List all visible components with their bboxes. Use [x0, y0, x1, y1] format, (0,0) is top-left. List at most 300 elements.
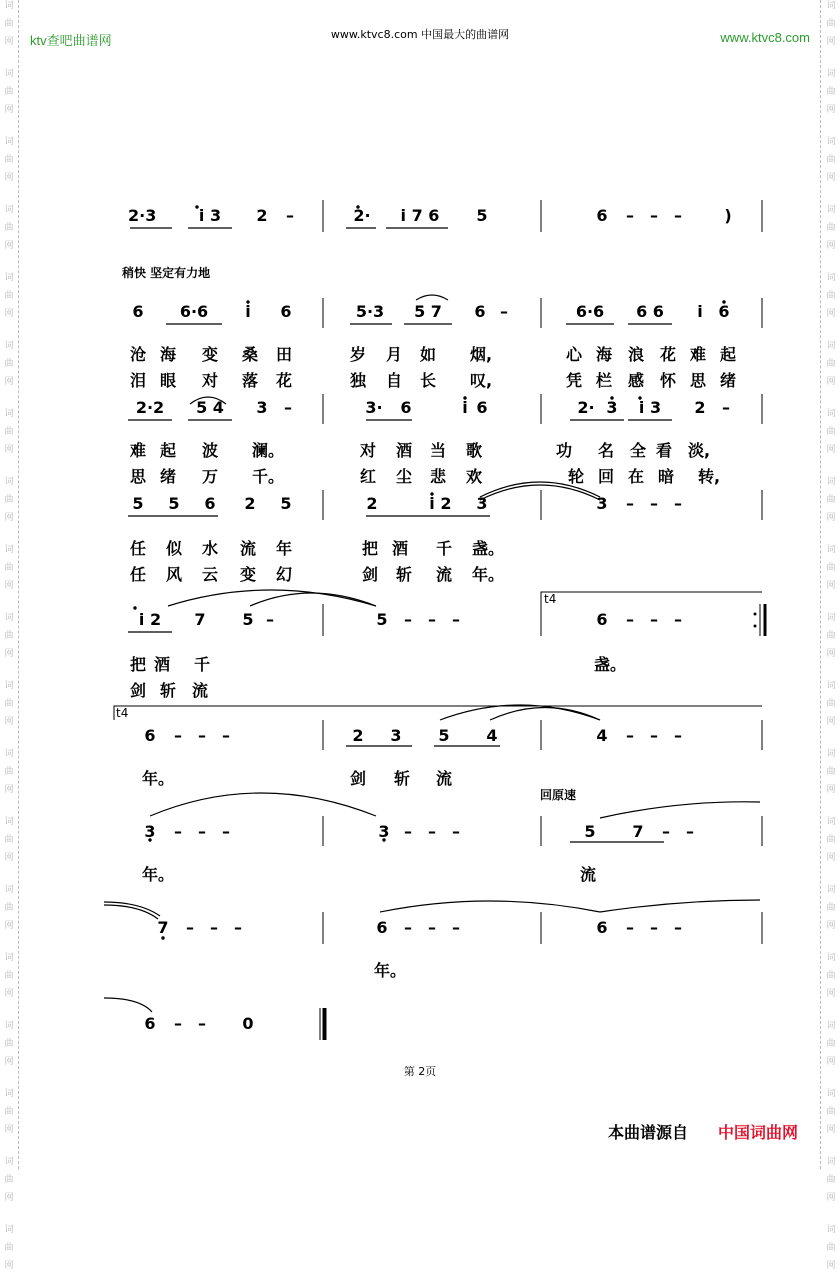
watermark-char: 词: [4, 1157, 14, 1167]
note: i: [697, 302, 703, 321]
watermark-char: 曲: [4, 1107, 14, 1117]
watermark-char: 网: [4, 1261, 14, 1271]
lyric: 悲: [430, 467, 447, 486]
watermark-char: 曲: [826, 1107, 836, 1117]
watermark-char: 曲: [826, 563, 836, 573]
lyric: 感: [628, 371, 645, 390]
note: –: [686, 822, 694, 841]
watermark-char: 曲: [826, 767, 836, 777]
watermark-char: 词: [4, 545, 14, 555]
lyric: 千。: [252, 467, 285, 486]
lyric: 流: [192, 681, 209, 700]
watermark-char: 曲: [4, 155, 14, 165]
note: 7: [157, 918, 169, 937]
lyric: 对: [202, 371, 219, 390]
watermark-char: 词: [826, 749, 836, 759]
lyric: 凭: [566, 371, 583, 390]
lyric: 流: [240, 539, 257, 558]
note: 6: [596, 206, 608, 225]
lyric: 剑: [362, 565, 379, 584]
lyric: 桑: [242, 345, 259, 364]
lyric: 万: [202, 467, 219, 486]
watermark-char: 网: [826, 717, 836, 727]
watermark-char: 词: [826, 273, 836, 283]
lyric: 沧: [130, 345, 147, 364]
lyric: 绪: [720, 371, 737, 390]
lyric: 把: [362, 539, 379, 558]
watermark-char: 曲: [4, 291, 14, 301]
note: 6: [476, 398, 488, 417]
watermark-char: 词: [4, 69, 14, 79]
note: –: [210, 918, 218, 937]
note: 5: [376, 610, 388, 629]
watermark-char: 网: [826, 1193, 836, 1203]
lyric: 起: [720, 345, 737, 364]
lyric: 斩: [396, 565, 413, 584]
watermark-char: 曲: [4, 631, 14, 641]
watermark-char: 词: [4, 205, 14, 215]
watermark-char: 词: [826, 409, 836, 419]
lyric: 浪: [628, 345, 645, 364]
lyric: 看: [656, 441, 673, 460]
watermark-char: 网: [826, 513, 836, 523]
watermark-char: 网: [826, 921, 836, 931]
watermark-char: 曲: [826, 19, 836, 29]
note: 6: [132, 302, 144, 321]
note: –: [428, 822, 436, 841]
note: –: [674, 494, 682, 513]
watermark-char: 网: [826, 1125, 836, 1135]
watermark-char: 网: [4, 241, 14, 251]
lyric: 似: [166, 539, 183, 558]
lyric: 名: [598, 441, 615, 460]
watermark-char: 网: [4, 1057, 14, 1067]
lyric: 独: [350, 371, 367, 390]
lyric: 花: [276, 371, 293, 390]
note: 3·: [365, 398, 383, 417]
watermark-char: 词: [826, 1089, 836, 1099]
note: i 7 6: [400, 206, 440, 225]
note: –: [404, 610, 412, 629]
lyric: 花: [660, 345, 677, 364]
watermark-char: 曲: [826, 971, 836, 981]
watermark-char: 网: [826, 445, 836, 455]
note: 6: [144, 726, 156, 745]
note: 6: [204, 494, 216, 513]
watermark-char: 网: [4, 37, 14, 47]
source-label: 本曲谱源自: [608, 1123, 689, 1142]
lyric: 斩: [394, 769, 411, 788]
lyric: 功: [556, 441, 573, 460]
watermark-char: 曲: [826, 155, 836, 165]
note: 6: [718, 302, 730, 321]
watermark-char: 曲: [4, 223, 14, 233]
note: 6 6: [636, 302, 664, 321]
note: –: [174, 726, 182, 745]
watermark-char: 词: [4, 1021, 14, 1031]
lyric: 绪: [160, 467, 177, 486]
watermark-char: 词: [4, 681, 14, 691]
lyric: 流: [436, 769, 453, 788]
lyric: 盏。: [594, 655, 627, 674]
lyric: 风: [166, 565, 183, 584]
lyric: 红: [360, 467, 377, 486]
lyric: 歌: [466, 441, 483, 460]
watermark-char: 网: [826, 1057, 836, 1067]
note: –: [428, 610, 436, 629]
note: –: [234, 918, 242, 937]
tempo-mark: 稍快 坚定有力地: [122, 266, 211, 280]
lyric: 转,: [698, 467, 721, 486]
note: i: [429, 494, 435, 513]
note: i 3: [198, 206, 222, 225]
watermark-char: 词: [826, 137, 836, 147]
lyric: 酒: [392, 539, 409, 558]
watermark-char: 网: [4, 785, 14, 795]
lyric: 难: [130, 441, 147, 460]
note: –: [452, 918, 460, 937]
watermark-char: 词: [4, 817, 14, 827]
note: –: [650, 918, 658, 937]
lyric: 如: [420, 345, 437, 364]
watermark-char: 词: [826, 477, 836, 487]
note: 7: [194, 610, 206, 629]
watermark-char: 曲: [4, 903, 14, 913]
note: –: [674, 206, 682, 225]
note: 4: [596, 726, 608, 745]
watermark-char: 词: [4, 953, 14, 963]
watermark-char: 网: [826, 785, 836, 795]
lyric: 田: [276, 345, 293, 364]
watermark-char: 网: [826, 37, 836, 47]
note: 4: [486, 726, 498, 745]
watermark-char: 网: [4, 989, 14, 999]
watermark-char: 网: [826, 853, 836, 863]
watermark-char: 曲: [4, 699, 14, 709]
note: –: [404, 918, 412, 937]
watermark-char: 曲: [826, 427, 836, 437]
lyric: 难: [690, 345, 707, 364]
lyric: 海: [596, 345, 613, 364]
note: 5: [438, 726, 450, 745]
lyric: 流: [580, 865, 597, 884]
lyric: 回: [598, 467, 615, 486]
note: –: [198, 822, 206, 841]
note: 3: [606, 398, 618, 417]
watermark-char: 曲: [826, 223, 836, 233]
lyric: 泪: [130, 371, 147, 390]
note: 5: [280, 494, 292, 513]
lyric: 欢: [466, 467, 483, 486]
note: –: [650, 726, 658, 745]
lyric: 斩: [160, 681, 177, 700]
watermark-char: 词: [826, 341, 836, 351]
watermark-char: 网: [4, 105, 14, 115]
note: 2·2: [135, 398, 165, 417]
lyric: 盏。: [472, 539, 505, 558]
note: 6·6: [575, 302, 605, 321]
note: –: [626, 494, 634, 513]
page-number: 第 2页: [403, 1065, 437, 1078]
watermark-char: 词: [826, 613, 836, 623]
watermark-char: 曲: [4, 835, 14, 845]
watermark-char: 词: [826, 1225, 836, 1235]
lyric: 心: [566, 345, 583, 364]
watermark-char: 曲: [4, 87, 14, 97]
note: 2: [244, 494, 256, 513]
lyric: 怀: [660, 371, 677, 390]
watermark-char: 词: [4, 749, 14, 759]
note: –: [186, 918, 194, 937]
volta-label: t4: [116, 706, 129, 720]
watermark-char: 网: [4, 309, 14, 319]
note: 2: [352, 726, 364, 745]
watermark-char: 词: [4, 1225, 14, 1235]
note: –: [198, 1014, 206, 1033]
watermark-char: 词: [4, 341, 14, 351]
lyric: 年。: [142, 769, 175, 788]
lyric: 思: [690, 371, 707, 390]
watermark-char: 词: [4, 477, 14, 487]
note: 3: [144, 822, 156, 841]
note: 3: [256, 398, 268, 417]
note: –: [650, 494, 658, 513]
watermark-char: 网: [826, 241, 836, 251]
watermark-char: 曲: [826, 495, 836, 505]
header-center-title: www.ktvc8.com 中国最大的曲谱网: [330, 28, 510, 41]
watermark-char: 网: [4, 1193, 14, 1203]
watermark-char: 曲: [4, 563, 14, 573]
watermark-char: 词: [826, 1021, 836, 1031]
lyric: 月: [386, 345, 403, 364]
note: 5: [242, 610, 254, 629]
note: 2: [256, 206, 268, 225]
watermark-char: 曲: [4, 1039, 14, 1049]
watermark-char: 网: [4, 581, 14, 591]
watermark-char: 词: [826, 1157, 836, 1167]
note: –: [198, 726, 206, 745]
note: –: [428, 918, 436, 937]
note: 5: [476, 206, 488, 225]
note: –: [650, 610, 658, 629]
note: 7: [632, 822, 644, 841]
note: i 2: [138, 610, 162, 629]
note: 6: [596, 610, 608, 629]
watermark-char: 曲: [4, 971, 14, 981]
watermark-char: 曲: [4, 1175, 14, 1185]
lyric: 起: [160, 441, 177, 460]
note: –: [626, 726, 634, 745]
note: –: [674, 726, 682, 745]
lyric: 叹,: [470, 371, 493, 390]
watermark-char: 曲: [826, 1175, 836, 1185]
watermark-char: 网: [826, 649, 836, 659]
watermark-char: 网: [4, 853, 14, 863]
note: 5: [168, 494, 180, 513]
note: –: [626, 610, 634, 629]
note: 3: [378, 822, 390, 841]
note: 3: [596, 494, 608, 513]
watermark-char: 网: [4, 921, 14, 931]
lyric: 任: [130, 539, 147, 558]
watermark-char: 网: [826, 989, 836, 999]
watermark-char: 词: [4, 409, 14, 419]
watermark-char: 曲: [4, 359, 14, 369]
note: –: [222, 726, 230, 745]
note: –: [626, 918, 634, 937]
watermark-char: 词: [4, 885, 14, 895]
watermark-char: 网: [4, 717, 14, 727]
lyric: 千: [436, 539, 453, 558]
note: 2·: [353, 206, 371, 225]
note: 5: [584, 822, 596, 841]
watermark-char: 词: [826, 1, 836, 11]
note: 5·3: [355, 302, 385, 321]
note: i: [462, 398, 468, 417]
lyric: 尘: [396, 467, 413, 486]
lyric: 在: [628, 467, 645, 486]
watermark-char: 曲: [4, 767, 14, 777]
note: 2: [440, 494, 452, 513]
lyric: 酒: [396, 441, 413, 460]
note: –: [284, 398, 292, 417]
watermark-char: 曲: [826, 291, 836, 301]
note: –: [674, 918, 682, 937]
note: –: [452, 610, 460, 629]
lyric: 云: [202, 565, 219, 584]
watermark-char: 曲: [826, 359, 836, 369]
note: 3: [390, 726, 402, 745]
header-right-site[interactable]: www.ktvc8.com: [720, 30, 810, 45]
watermark-char: 曲: [4, 495, 14, 505]
lyric: 思: [130, 467, 147, 486]
note: 2: [694, 398, 706, 417]
lyric: 轮: [568, 467, 585, 486]
lyric: 幻: [276, 565, 293, 584]
source-site-link[interactable]: 中国词曲网: [718, 1123, 799, 1142]
watermark-char: 网: [4, 1125, 14, 1135]
note: 6: [280, 302, 292, 321]
watermark-char: 网: [4, 173, 14, 183]
volta-label: t4: [544, 592, 557, 606]
lyric: 波: [202, 441, 219, 460]
note: 6: [400, 398, 412, 417]
note: –: [722, 398, 730, 417]
note: –: [404, 822, 412, 841]
lyric: 变: [240, 565, 257, 584]
watermark-char: 词: [826, 953, 836, 963]
note: –: [500, 302, 508, 321]
note: 6·6: [179, 302, 209, 321]
watermark-char: 词: [4, 137, 14, 147]
lyric: 剑: [130, 681, 147, 700]
note: –: [626, 206, 634, 225]
note: 5 4: [196, 398, 224, 417]
note: 0: [242, 1014, 254, 1033]
header-left-site[interactable]: ktv查吧曲谱网: [30, 33, 112, 48]
watermark-char: 网: [826, 309, 836, 319]
watermark-char: 网: [4, 513, 14, 523]
note: 6: [376, 918, 388, 937]
watermark-char: 词: [826, 885, 836, 895]
lyric: 海: [160, 345, 177, 364]
note: 6: [144, 1014, 156, 1033]
watermark-char: 词: [826, 817, 836, 827]
note: 3: [476, 494, 488, 513]
watermark-char: 曲: [4, 19, 14, 29]
watermark-char: 曲: [826, 1243, 836, 1253]
note: 5 7: [414, 302, 442, 321]
note: –: [662, 822, 670, 841]
watermark-char: 曲: [4, 427, 14, 437]
watermark-char: 曲: [826, 903, 836, 913]
lyric: 酒: [154, 655, 171, 674]
lyric: 千: [194, 655, 211, 674]
lyric: 任: [130, 565, 147, 584]
watermark-char: 曲: [826, 631, 836, 641]
lyric: 自: [386, 371, 403, 390]
tempo-return-mark: 回原速: [540, 788, 577, 802]
note: ): [724, 206, 732, 225]
lyric: 对: [360, 441, 377, 460]
lyric: 栏: [596, 371, 613, 390]
note: –: [674, 610, 682, 629]
watermark-char: 词: [826, 205, 836, 215]
note: –: [174, 1014, 182, 1033]
lyric: 把: [130, 655, 147, 674]
watermark-char: 曲: [4, 1243, 14, 1253]
lyric: 当: [430, 441, 447, 460]
watermark-char: 网: [4, 649, 14, 659]
lyric: 年。: [142, 865, 175, 884]
watermark-char: 词: [826, 681, 836, 691]
note: 5: [132, 494, 144, 513]
note: –: [174, 822, 182, 841]
watermark-char: 曲: [826, 1039, 836, 1049]
note: –: [222, 822, 230, 841]
watermark-char: 网: [826, 1261, 836, 1271]
note: i: [245, 302, 251, 321]
note: –: [650, 206, 658, 225]
lyric: 落: [242, 371, 259, 390]
watermark-char: 词: [826, 69, 836, 79]
lyric: 烟,: [470, 345, 493, 364]
lyric: 暗: [658, 467, 675, 486]
watermark-char: 网: [4, 445, 14, 455]
watermark-char: 词: [4, 1089, 14, 1099]
note: 6: [474, 302, 486, 321]
note: 6: [596, 918, 608, 937]
note: –: [286, 206, 294, 225]
lyric: 年。: [374, 961, 407, 980]
watermark-char: 曲: [826, 87, 836, 97]
lyric: 流: [436, 565, 453, 584]
watermark-char: 网: [826, 581, 836, 591]
note: 2·3: [128, 206, 157, 225]
lyric: 年: [276, 539, 293, 558]
watermark-char: 网: [826, 105, 836, 115]
lyric: 全: [630, 441, 647, 460]
watermark-char: 曲: [826, 835, 836, 845]
lyric: 变: [202, 345, 219, 364]
watermark-char: 网: [4, 377, 14, 387]
lyric: 淡,: [688, 441, 711, 460]
lyric: 年。: [472, 565, 505, 584]
note: –: [452, 822, 460, 841]
watermark-char: 曲: [826, 699, 836, 709]
watermark-char: 词: [4, 1, 14, 11]
note: –: [266, 610, 274, 629]
